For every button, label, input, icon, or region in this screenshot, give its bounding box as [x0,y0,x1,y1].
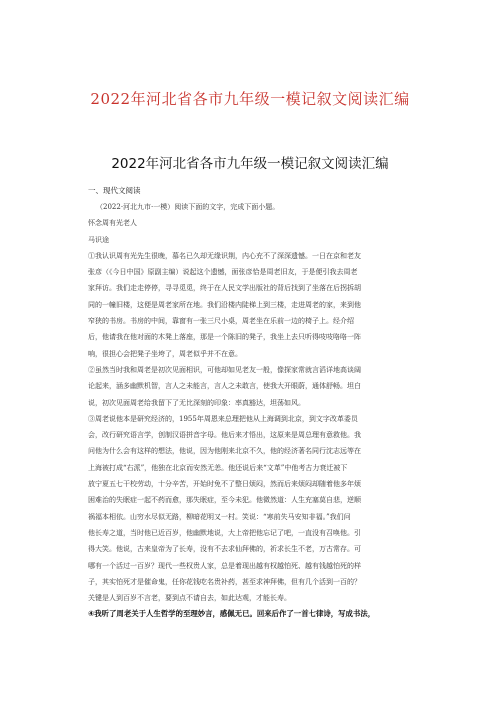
paragraph-line: ②虽然当时我和周老是初次见面相识，可他却如见老友一般，像探家常就言滔详地高谈阔 [88,365,361,374]
paragraph-line: 论起来，涵多幽默机智，言人之未能言，言人之未敢言，使我大开眼蔚，通体舒畅。坦白 [88,382,361,391]
document-body [88,185,418,623]
paragraph-line: ③周老说他本是研究经济的，1955年周恩来总理把他从上海调到北京，到文字改革委员 [88,414,358,423]
paragraph-line: 说，初次见面周老给我留下了无比深刻的印象：率真豁达，坦荡如风。 [88,398,305,407]
paragraph-line: 窄狭的书房。书房的中间，靠窗有一张三尺小桌，周老坐在乐前一边的椅子上。经介绍 [88,317,354,326]
document-heading: 2022年河北省各市九年级一模记叙文阅读汇编 [111,156,389,172]
question-intro: （2022·河北九市·一模）阅读下面的文字，完成下面小题。 [96,203,280,211]
paragraph-line: 同的一幢旧楼，这便是周老家所在地。我们沿楼内陡梯上到三楼，走进周老的家，来到他 [88,300,361,309]
paragraph-line: 放宁夏五七干校劳动，十分辛苦，开始时免不了整日烦闷，然而后来烦闷却随着他多年烦 [88,480,361,489]
paragraph-line: 后，他请我在他对面的木凳上落座，那是一个陈旧的凳子，我坐上去只听得吱吱咯咯一阵 [88,333,361,342]
paragraph-line: ①我认识周有光先生很晚，慕名已久却无缘识荆，内心充不了深深遗憾。一日在京和老友 [88,251,361,260]
article-title: 怀念周有光老人 [88,219,137,228]
section-title: 一、现代文阅读 [88,186,141,195]
paragraph-line: 哪有一个活过一百岁？现代一些权贵人家，总是着现出越有权越怕死、越有钱越怕死的样 [88,561,361,570]
cover-title: 2022年河北省各市九年级一模记叙文阅读汇编 [90,90,410,108]
paragraph-line: 上海被打成“右派”，他独在北京而安然无恙。他还说后来“文革”中他考古力衰迁被下 [88,463,348,472]
article-author: 马识途 [88,235,109,244]
paragraph-line: 祸福本相依。山穷水尽似无路，柳暗花明又一村。笑说：“寒前失马安知非福。”我们问 [88,512,351,521]
paragraph-line: 得大笑。他说，古来皇帝为了长寿，没有不去求仙拜佛的，祈求长生不老，万古常存。可 [88,545,361,554]
paragraph-line: 他长寿之道，当时他已近百岁，他幽默地说，大上帝把他忘记了吧，一直没有召唤他。引 [88,528,361,537]
paragraph-line: 家拜访。我们走走停停，寻寻觅觅，终于在人民文学出版社的背后找到了坐落在后拐拆胡 [88,284,361,293]
paragraph-line: 响，很担心会把凳子坐垮了，周老似乎并不在意。 [88,349,242,358]
paragraph-line: 困难治的失眠症一起不药而愈，那失眠症，至今未犯。他微然道：人生充塞莫自悲，逆顺 [88,496,361,505]
paragraph-line-bold: ④我听了周老关于人生哲学的至理妙言，感佩无已。回来后作了一首七律诗，写成书法， [88,609,376,619]
paragraph-line: 张彦（《今日中国》原副主编）说起这个遗憾，面张彦恰是周老旧友，于是便引我去周老 [88,268,358,277]
paragraph-line: 问他为什么会有这样的想法，他说，因为他刚来北京不久，他的经济著名同行沈志远等在 [88,447,361,456]
paragraph-line: 子，其实怕死才是催命鬼，任你花钱吃名贵补药，甚至求神拜佛，但有几个活到一百的？ [88,577,361,586]
paragraph-line: 会，改行研究语言学，创制汉语拼音字母。他后来才悟出，这原来是周总理有意救他。我 [88,431,361,440]
paragraph-line: 关键是人到百岁不言老，要到点不请自去，如此达观，才能长寿。 [88,594,291,603]
